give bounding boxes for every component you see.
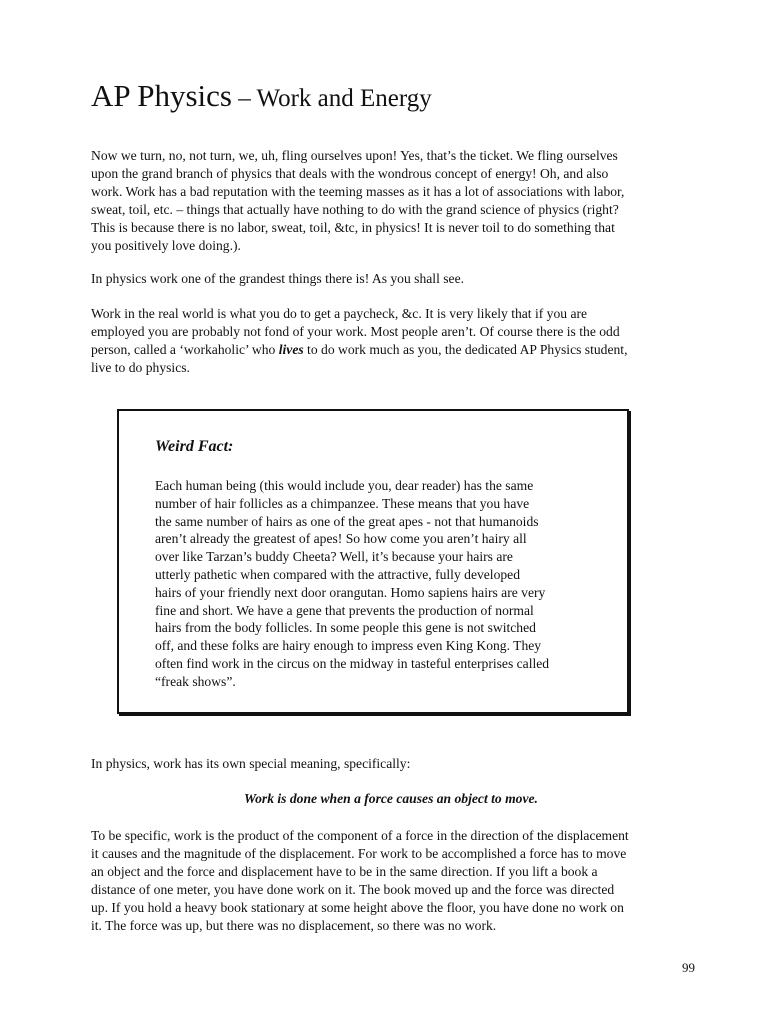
text-line: live to do physics. — [91, 360, 190, 375]
page-title — [91, 78, 432, 117]
title-main: AP Physics — [91, 78, 232, 113]
text-line: work. Work has a bad reputation with the teeming masses as it has a lot of associations with labor, — [91, 184, 625, 199]
real-world-paragraph — [91, 305, 691, 377]
text-segment: person, called a ‘workaholic’ who — [91, 342, 279, 357]
text-line: Work in the real world is what you do to get a paycheck, &c. It is very likely that if you are — [91, 306, 588, 321]
text-line: This is because there is no labor, sweat, toil, &tc, in physics! It is never toil to do something that — [91, 220, 615, 235]
text-line: fine and short. We have a gene that prevents the production of normal — [155, 602, 534, 618]
special-meaning-paragraph: In physics, work has its own special meaning, specifically: — [91, 756, 411, 771]
grandest-paragraph: In physics work one of the grandest things there is! As you shall see. — [91, 271, 465, 286]
text-line: off, and these folks are hairy enough to impress even King Kong. They — [155, 638, 542, 654]
text-line: it. The force was up, but there was no displacement, so there was no work. — [91, 918, 497, 933]
emphasis-lives: lives — [278, 342, 304, 357]
text-line: sweat, toil, etc. – things that actually have nothing to do with the grand science of physics (right? — [91, 202, 619, 217]
work-definition: Work is done when a force causes an object to move. — [244, 791, 538, 806]
title-subtitle: – Work and Energy — [231, 85, 432, 112]
text-line: utterly pathetic when compared with the attractive, fully developed — [155, 566, 521, 582]
text-line: employed you are probably not fond of your work. Most people aren’t. Of course there is the odd — [91, 324, 620, 339]
text-line: upon the grand branch of physics that deals with the wondrous concept of energy! Oh, and also — [91, 166, 609, 181]
text-line: hairs of your friendly next door orangutan. Homo sapiens hairs are very — [155, 584, 546, 600]
text-line: over like Tarzan’s buddy Cheeta? Well, it’s because your hairs are — [155, 549, 513, 565]
weird-fact-title: Weird Fact: — [155, 438, 234, 455]
text-line: distance of one meter, you have done work on it. The book moved up and the force was directed — [91, 882, 615, 897]
text-line: it causes and the magnitude of the displacement. For work to be accomplished a force has to move — [91, 846, 627, 861]
text-line: Now we turn, no, not turn, we, uh, fling ourselves upon! Yes, that’s the ticket. We fling ourselves — [91, 148, 618, 163]
weird-fact-box — [117, 409, 629, 714]
text-line: To be specific, work is the product of the component of a force in the direction of the displacement — [91, 828, 629, 843]
text-line: often find work in the circus on the midway in tasteful enterprises called — [155, 655, 550, 671]
text-line: aren’t already the greatest of apes! So how come you aren’t hairy all — [155, 531, 527, 547]
text-line: the same number of hairs as one of the great apes - not that humanoids — [155, 513, 539, 529]
text-line: an object and the force and displacement have to be in the same direction. If you lift a book a — [91, 864, 598, 879]
text-segment: to do work much as you, the dedicated AP Physics student, — [303, 342, 628, 357]
specific-paragraph — [91, 827, 691, 935]
text-line: Each human being (this would include you, dear reader) has the same — [155, 478, 534, 493]
text-line: number of hair follicles as a chimpanzee. These means that you have — [155, 495, 530, 511]
intro-paragraph — [91, 147, 691, 255]
weird-fact-body — [155, 477, 605, 691]
text-line: “freak shows”. — [155, 673, 236, 689]
text-line: up. If you hold a heavy book stationary at some height above the floor, you have done no work on — [91, 900, 624, 915]
page-number: 99 — [682, 960, 695, 975]
text-line: hairs from the body follicles. In some people this gene is not switched — [155, 620, 536, 636]
text-line: you positively love doing.). — [91, 238, 241, 253]
text-line — [91, 341, 691, 359]
